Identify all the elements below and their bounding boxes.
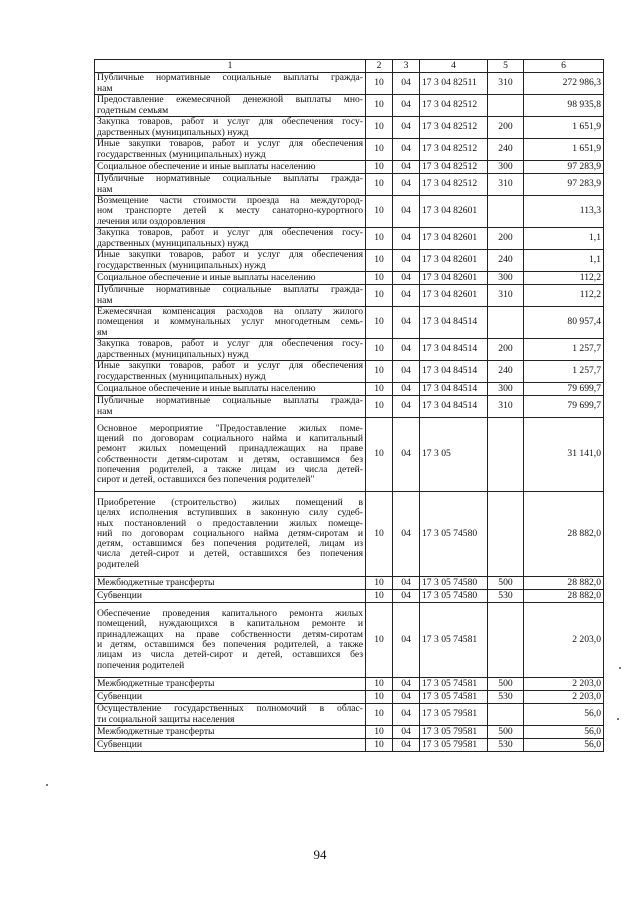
table-row — [95, 418, 604, 492]
column-header: 2 — [366, 60, 393, 73]
expense-type-cell — [488, 492, 524, 577]
expense-type-cell: 310 — [488, 396, 524, 418]
target-article-cell: 17 3 04 82511 — [420, 73, 488, 95]
target-article-cell: 17 3 04 84514 — [420, 339, 488, 361]
row-name-line: Публичные нормативные социальные выплаты гражда- — [97, 396, 363, 407]
section-cell: 10 — [366, 228, 393, 250]
subsection-cell: 04 — [393, 117, 420, 139]
expense-type-cell: 200 — [488, 339, 524, 361]
amount-cell: 2 203,0 — [524, 603, 604, 678]
row-name-cell — [95, 577, 366, 590]
row-name-cell — [95, 603, 366, 678]
row-name-line: государственных (муниципальных) нужд — [97, 149, 266, 160]
expense-type-cell: 200 — [488, 117, 524, 139]
target-article-cell: 17 3 04 82512 — [420, 139, 488, 161]
row-name-line: дарственных (муниципальных) нужд — [97, 238, 249, 249]
amount-cell: 1 257,7 — [524, 361, 604, 383]
amount-cell: 80 957,4 — [524, 307, 604, 339]
expense-type-cell — [488, 196, 524, 228]
row-name-line: Публичные нормативные социальные выплаты гражда- — [97, 285, 363, 296]
row-name-line: Субвенции — [97, 691, 142, 702]
row-name-cell — [95, 139, 366, 161]
target-article-cell: 17 3 05 — [420, 418, 488, 492]
target-article-cell: 17 3 05 74581 — [420, 678, 488, 691]
amount-cell: 56,0 — [524, 739, 604, 752]
row-name-line: попечения родителей, а также лицам из числа детей- — [97, 464, 363, 475]
row-name-line: Предоставление ежемесячной денежной выплаты мно- — [97, 95, 363, 106]
expense-type-cell: 300 — [488, 383, 524, 396]
subsection-cell: 04 — [393, 250, 420, 272]
row-name-cell — [95, 196, 366, 228]
amount-cell: 1,1 — [524, 228, 604, 250]
subsection-cell: 04 — [393, 73, 420, 95]
row-name-line: Закупка товаров, работ и услуг для обеспечения госу- — [97, 339, 363, 350]
amount-cell: 112,2 — [524, 272, 604, 285]
amount-cell: 112,2 — [524, 285, 604, 307]
section-cell: 10 — [366, 577, 393, 590]
target-article-cell: 17 3 04 82601 — [420, 285, 488, 307]
subsection-cell: 04 — [393, 95, 420, 117]
section-cell: 10 — [366, 383, 393, 396]
subsection-cell: 04 — [393, 139, 420, 161]
row-name-cell — [95, 73, 366, 95]
section-cell: 10 — [366, 492, 393, 577]
subsection-cell: 04 — [393, 726, 420, 739]
section-cell: 10 — [366, 361, 393, 383]
target-article-cell: 17 3 05 74581 — [420, 603, 488, 678]
table-row — [95, 492, 604, 577]
subsection-cell: 04 — [393, 339, 420, 361]
budget-table — [94, 59, 604, 752]
row-name-line: Обеспечение проведения капитального ремонта жилых — [97, 609, 363, 620]
expense-type-cell: 530 — [488, 739, 524, 752]
table-row — [95, 196, 604, 228]
row-name-line: государственных (муниципальных) нужд — [97, 260, 266, 271]
amount-cell: 2 203,0 — [524, 691, 604, 704]
target-article-cell: 17 3 04 82601 — [420, 196, 488, 228]
table-row — [95, 174, 604, 196]
section-cell: 10 — [366, 307, 393, 339]
row-name-line: ном транспорте детей к месту санаторно-курортного — [97, 206, 363, 217]
expense-type-cell: 310 — [488, 174, 524, 196]
section-cell: 10 — [366, 174, 393, 196]
subsection-cell: 04 — [393, 577, 420, 590]
row-name-line: родителей — [97, 559, 139, 570]
amount-cell: 97 283,9 — [524, 174, 604, 196]
row-name-cell — [95, 339, 366, 361]
amount-cell: 113,3 — [524, 196, 604, 228]
amount-cell: 98 935,8 — [524, 95, 604, 117]
section-cell: 10 — [366, 196, 393, 228]
row-name-line: ных постановлений о предоставлении жилых помеще- — [97, 518, 363, 529]
column-header: 5 — [488, 60, 524, 73]
row-name-line: ям — [97, 327, 108, 338]
subsection-cell: 04 — [393, 418, 420, 492]
row-name-line: целях исполнения вступивших в законную силу судеб- — [97, 508, 363, 519]
table-row — [95, 139, 604, 161]
row-name-cell — [95, 250, 366, 272]
subsection-cell: 04 — [393, 285, 420, 307]
row-name-line: попечения родителей — [97, 660, 185, 671]
table-row — [95, 383, 604, 396]
row-name-line: помещения и коммунальных услуг многодетным семь- — [97, 317, 363, 328]
target-article-cell: 17 3 05 74581 — [420, 691, 488, 704]
row-name-line: Социальное обеспечение и иные выплаты населению — [97, 383, 316, 394]
subsection-cell: 04 — [393, 691, 420, 704]
row-name-cell — [95, 361, 366, 383]
subsection-cell: 04 — [393, 590, 420, 603]
subsection-cell: 04 — [393, 161, 420, 174]
row-name-line: Иные закупки товаров, работ и услуг для обеспечения — [97, 361, 363, 372]
amount-cell: 79 699,7 — [524, 383, 604, 396]
table-row — [95, 396, 604, 418]
table-header-row — [95, 60, 604, 73]
subsection-cell: 04 — [393, 396, 420, 418]
row-name-cell — [95, 691, 366, 704]
section-cell: 10 — [366, 139, 393, 161]
row-name-cell — [95, 285, 366, 307]
table-row — [95, 307, 604, 339]
column-header: 1 — [95, 60, 366, 73]
table-row — [95, 73, 604, 95]
expense-type-cell: 530 — [488, 590, 524, 603]
amount-cell: 1 257,7 — [524, 339, 604, 361]
expense-type-cell: 530 — [488, 691, 524, 704]
scan-speck — [617, 718, 619, 720]
row-name-line: Иные закупки товаров, работ и услуг для обеспечения — [97, 139, 363, 150]
expense-type-cell — [488, 307, 524, 339]
row-name-line: дарственных (муниципальных) нужд — [97, 127, 249, 138]
expense-type-cell: 240 — [488, 250, 524, 272]
row-name-line: лицам из числа детей-сирот и детей, оставшихся без — [97, 650, 363, 661]
table-row — [95, 250, 604, 272]
target-article-cell: 17 3 04 82512 — [420, 117, 488, 139]
row-name-cell — [95, 117, 366, 139]
row-name-cell — [95, 272, 366, 285]
row-name-line: числа детей-сирот и детей, оставшихся без попечения — [97, 549, 363, 560]
amount-cell: 28 882,0 — [524, 577, 604, 590]
row-name-line: Осуществление государственных полномочий в облас- — [97, 704, 363, 715]
expense-type-cell: 240 — [488, 361, 524, 383]
row-name-line: Закупка товаров, работ и услуг для обеспечения госу- — [97, 228, 363, 239]
row-name-line: Социальное обеспечение и иные выплаты населению — [97, 272, 316, 283]
row-name-cell — [95, 95, 366, 117]
subsection-cell: 04 — [393, 361, 420, 383]
table-row — [95, 117, 604, 139]
table-row — [95, 691, 604, 704]
table-row — [95, 95, 604, 117]
target-article-cell: 17 3 04 82512 — [420, 174, 488, 196]
row-name-line: Межбюджетные трансферты — [97, 577, 215, 588]
expense-type-cell: 300 — [488, 161, 524, 174]
row-name-line: Субвенции — [97, 739, 142, 750]
row-name-line: дарственных (муниципальных) нужд — [97, 349, 249, 360]
section-cell: 10 — [366, 739, 393, 752]
row-name-line: Возмещение части стоимости проезда на междугород- — [97, 196, 363, 207]
target-article-cell: 17 3 04 84514 — [420, 361, 488, 383]
section-cell: 10 — [366, 603, 393, 678]
table-row — [95, 678, 604, 691]
expense-type-cell — [488, 418, 524, 492]
target-article-cell: 17 3 05 74580 — [420, 492, 488, 577]
target-article-cell: 17 3 05 74580 — [420, 590, 488, 603]
row-name-line: Приобретение (строительство) жилых помещений в — [97, 497, 363, 508]
target-article-cell: 17 3 04 84514 — [420, 307, 488, 339]
section-cell: 10 — [366, 678, 393, 691]
row-name-cell — [95, 590, 366, 603]
row-name-line: нам — [97, 184, 113, 195]
expense-type-cell — [488, 95, 524, 117]
expense-type-cell: 500 — [488, 678, 524, 691]
table-row — [95, 739, 604, 752]
row-name-line: Субвенции — [97, 590, 142, 601]
expense-type-cell: 200 — [488, 228, 524, 250]
column-header: 6 — [524, 60, 604, 73]
section-cell: 10 — [366, 339, 393, 361]
target-article-cell: 17 3 05 74580 — [420, 577, 488, 590]
row-name-line: Межбюджетные трансферты — [97, 726, 215, 737]
target-article-cell: 17 3 04 82601 — [420, 272, 488, 285]
row-name-line: нам — [97, 406, 113, 417]
amount-cell: 31 141,0 — [524, 418, 604, 492]
row-name-cell — [95, 492, 366, 577]
table-row — [95, 361, 604, 383]
amount-cell: 56,0 — [524, 704, 604, 726]
page-number: 94 — [313, 847, 327, 862]
row-name-cell — [95, 678, 366, 691]
subsection-cell: 04 — [393, 739, 420, 752]
row-name-line: Ежемесячная компенсация расходов на оплату жилого — [97, 307, 363, 318]
section-cell: 10 — [366, 250, 393, 272]
section-cell: 10 — [366, 691, 393, 704]
row-name-line: ти социальной защиты населения — [97, 714, 235, 725]
subsection-cell: 04 — [393, 678, 420, 691]
row-name-line: ремонт жилых помещений принадлежащих на праве — [97, 444, 363, 455]
row-name-line: Социальное обеспечение и иные выплаты населению — [97, 161, 316, 172]
subsection-cell: 04 — [393, 383, 420, 396]
table-row — [95, 272, 604, 285]
amount-cell: 1 651,9 — [524, 117, 604, 139]
row-name-cell — [95, 161, 366, 174]
section-cell: 10 — [366, 590, 393, 603]
amount-cell: 97 283,9 — [524, 161, 604, 174]
row-name-line: собственности детям-сиротам и детям, оставшимся без — [97, 454, 363, 465]
target-article-cell: 17 3 04 82512 — [420, 161, 488, 174]
section-cell: 10 — [366, 396, 393, 418]
column-header: 4 — [420, 60, 488, 73]
section-cell: 10 — [366, 73, 393, 95]
table-row — [95, 285, 604, 307]
row-name-line: щений по договорам социального найма и капитальный — [97, 433, 363, 444]
row-name-cell — [95, 307, 366, 339]
scan-speck — [46, 784, 48, 786]
row-name-line: Публичные нормативные социальные выплаты гражда- — [97, 174, 363, 185]
row-name-line: помещений, нуждающихся в капитальном ремонте и — [97, 619, 363, 630]
subsection-cell: 04 — [393, 307, 420, 339]
section-cell: 10 — [366, 418, 393, 492]
row-name-cell — [95, 704, 366, 726]
amount-cell: 2 203,0 — [524, 678, 604, 691]
expense-type-cell — [488, 704, 524, 726]
column-header: 3 — [393, 60, 420, 73]
row-name-line: и детям, оставшимся без попечения родителей, а также — [97, 640, 363, 650]
row-name-cell — [95, 383, 366, 396]
expense-type-cell — [488, 603, 524, 678]
expense-type-cell: 310 — [488, 285, 524, 307]
target-article-cell: 17 3 05 79581 — [420, 739, 488, 752]
target-article-cell: 17 3 04 82601 — [420, 250, 488, 272]
target-article-cell: 17 3 04 84514 — [420, 383, 488, 396]
table-row — [95, 228, 604, 250]
table-row — [95, 161, 604, 174]
subsection-cell: 04 — [393, 228, 420, 250]
section-cell: 10 — [366, 95, 393, 117]
table-row — [95, 704, 604, 726]
target-article-cell: 17 3 05 79581 — [420, 704, 488, 726]
amount-cell: 272 986,3 — [524, 73, 604, 95]
target-article-cell: 17 3 04 82601 — [420, 228, 488, 250]
section-cell: 10 — [366, 117, 393, 139]
section-cell: 10 — [366, 285, 393, 307]
row-name-cell — [95, 739, 366, 752]
expense-type-cell: 300 — [488, 272, 524, 285]
row-name-line: Публичные нормативные социальные выплаты гражда- — [97, 73, 363, 84]
row-name-cell — [95, 396, 366, 418]
table-row — [95, 726, 604, 739]
target-article-cell: 17 3 05 79581 — [420, 726, 488, 739]
section-cell: 10 — [366, 726, 393, 739]
amount-cell: 28 882,0 — [524, 492, 604, 577]
row-name-line: сирот и детей, оставшихся без попечения родителей" — [97, 475, 315, 486]
expense-type-cell: 240 — [488, 139, 524, 161]
subsection-cell: 04 — [393, 603, 420, 678]
row-name-cell — [95, 726, 366, 739]
row-name-line: годетным семьям — [97, 105, 169, 116]
section-cell: 10 — [366, 272, 393, 285]
subsection-cell: 04 — [393, 704, 420, 726]
row-name-line: Иные закупки товаров, работ и услуг для обеспечения — [97, 250, 363, 261]
row-name-line: нам — [97, 295, 113, 306]
row-name-line: детям, оставшимся без попечения родителей, лицам из — [97, 539, 363, 550]
row-name-line: принадлежащих на праве собственности детям-сиротам — [97, 629, 363, 640]
table-row — [95, 590, 604, 603]
row-name-line: государственных (муниципальных) нужд — [97, 371, 266, 382]
expense-type-cell: 500 — [488, 726, 524, 739]
section-cell: 10 — [366, 704, 393, 726]
subsection-cell: 04 — [393, 196, 420, 228]
target-article-cell: 17 3 04 84514 — [420, 396, 488, 418]
row-name-line: нам — [97, 83, 113, 94]
subsection-cell: 04 — [393, 174, 420, 196]
expense-type-cell: 310 — [488, 73, 524, 95]
expense-type-cell: 500 — [488, 577, 524, 590]
row-name-cell — [95, 228, 366, 250]
scan-speck — [619, 667, 621, 669]
amount-cell: 1,1 — [524, 250, 604, 272]
table-row — [95, 339, 604, 361]
row-name-cell — [95, 174, 366, 196]
amount-cell: 1 651,9 — [524, 139, 604, 161]
row-name-line: ний по договорам социального найма детям-сиротам и — [97, 528, 363, 539]
row-name-line: Закупка товаров, работ и услуг для обеспечения госу- — [97, 117, 363, 128]
row-name-line: лечения или оздоровления — [97, 216, 206, 227]
row-name-line: Основное мероприятие "Предоставление жилых поме- — [97, 423, 363, 434]
amount-cell: 28 882,0 — [524, 590, 604, 603]
table-row — [95, 577, 604, 590]
table-row — [95, 603, 604, 678]
amount-cell: 79 699,7 — [524, 396, 604, 418]
row-name-cell — [95, 418, 366, 492]
subsection-cell: 04 — [393, 492, 420, 577]
section-cell: 10 — [366, 161, 393, 174]
target-article-cell: 17 3 04 82512 — [420, 95, 488, 117]
row-name-line: Межбюджетные трансферты — [97, 678, 215, 689]
subsection-cell: 04 — [393, 272, 420, 285]
amount-cell: 56,0 — [524, 726, 604, 739]
